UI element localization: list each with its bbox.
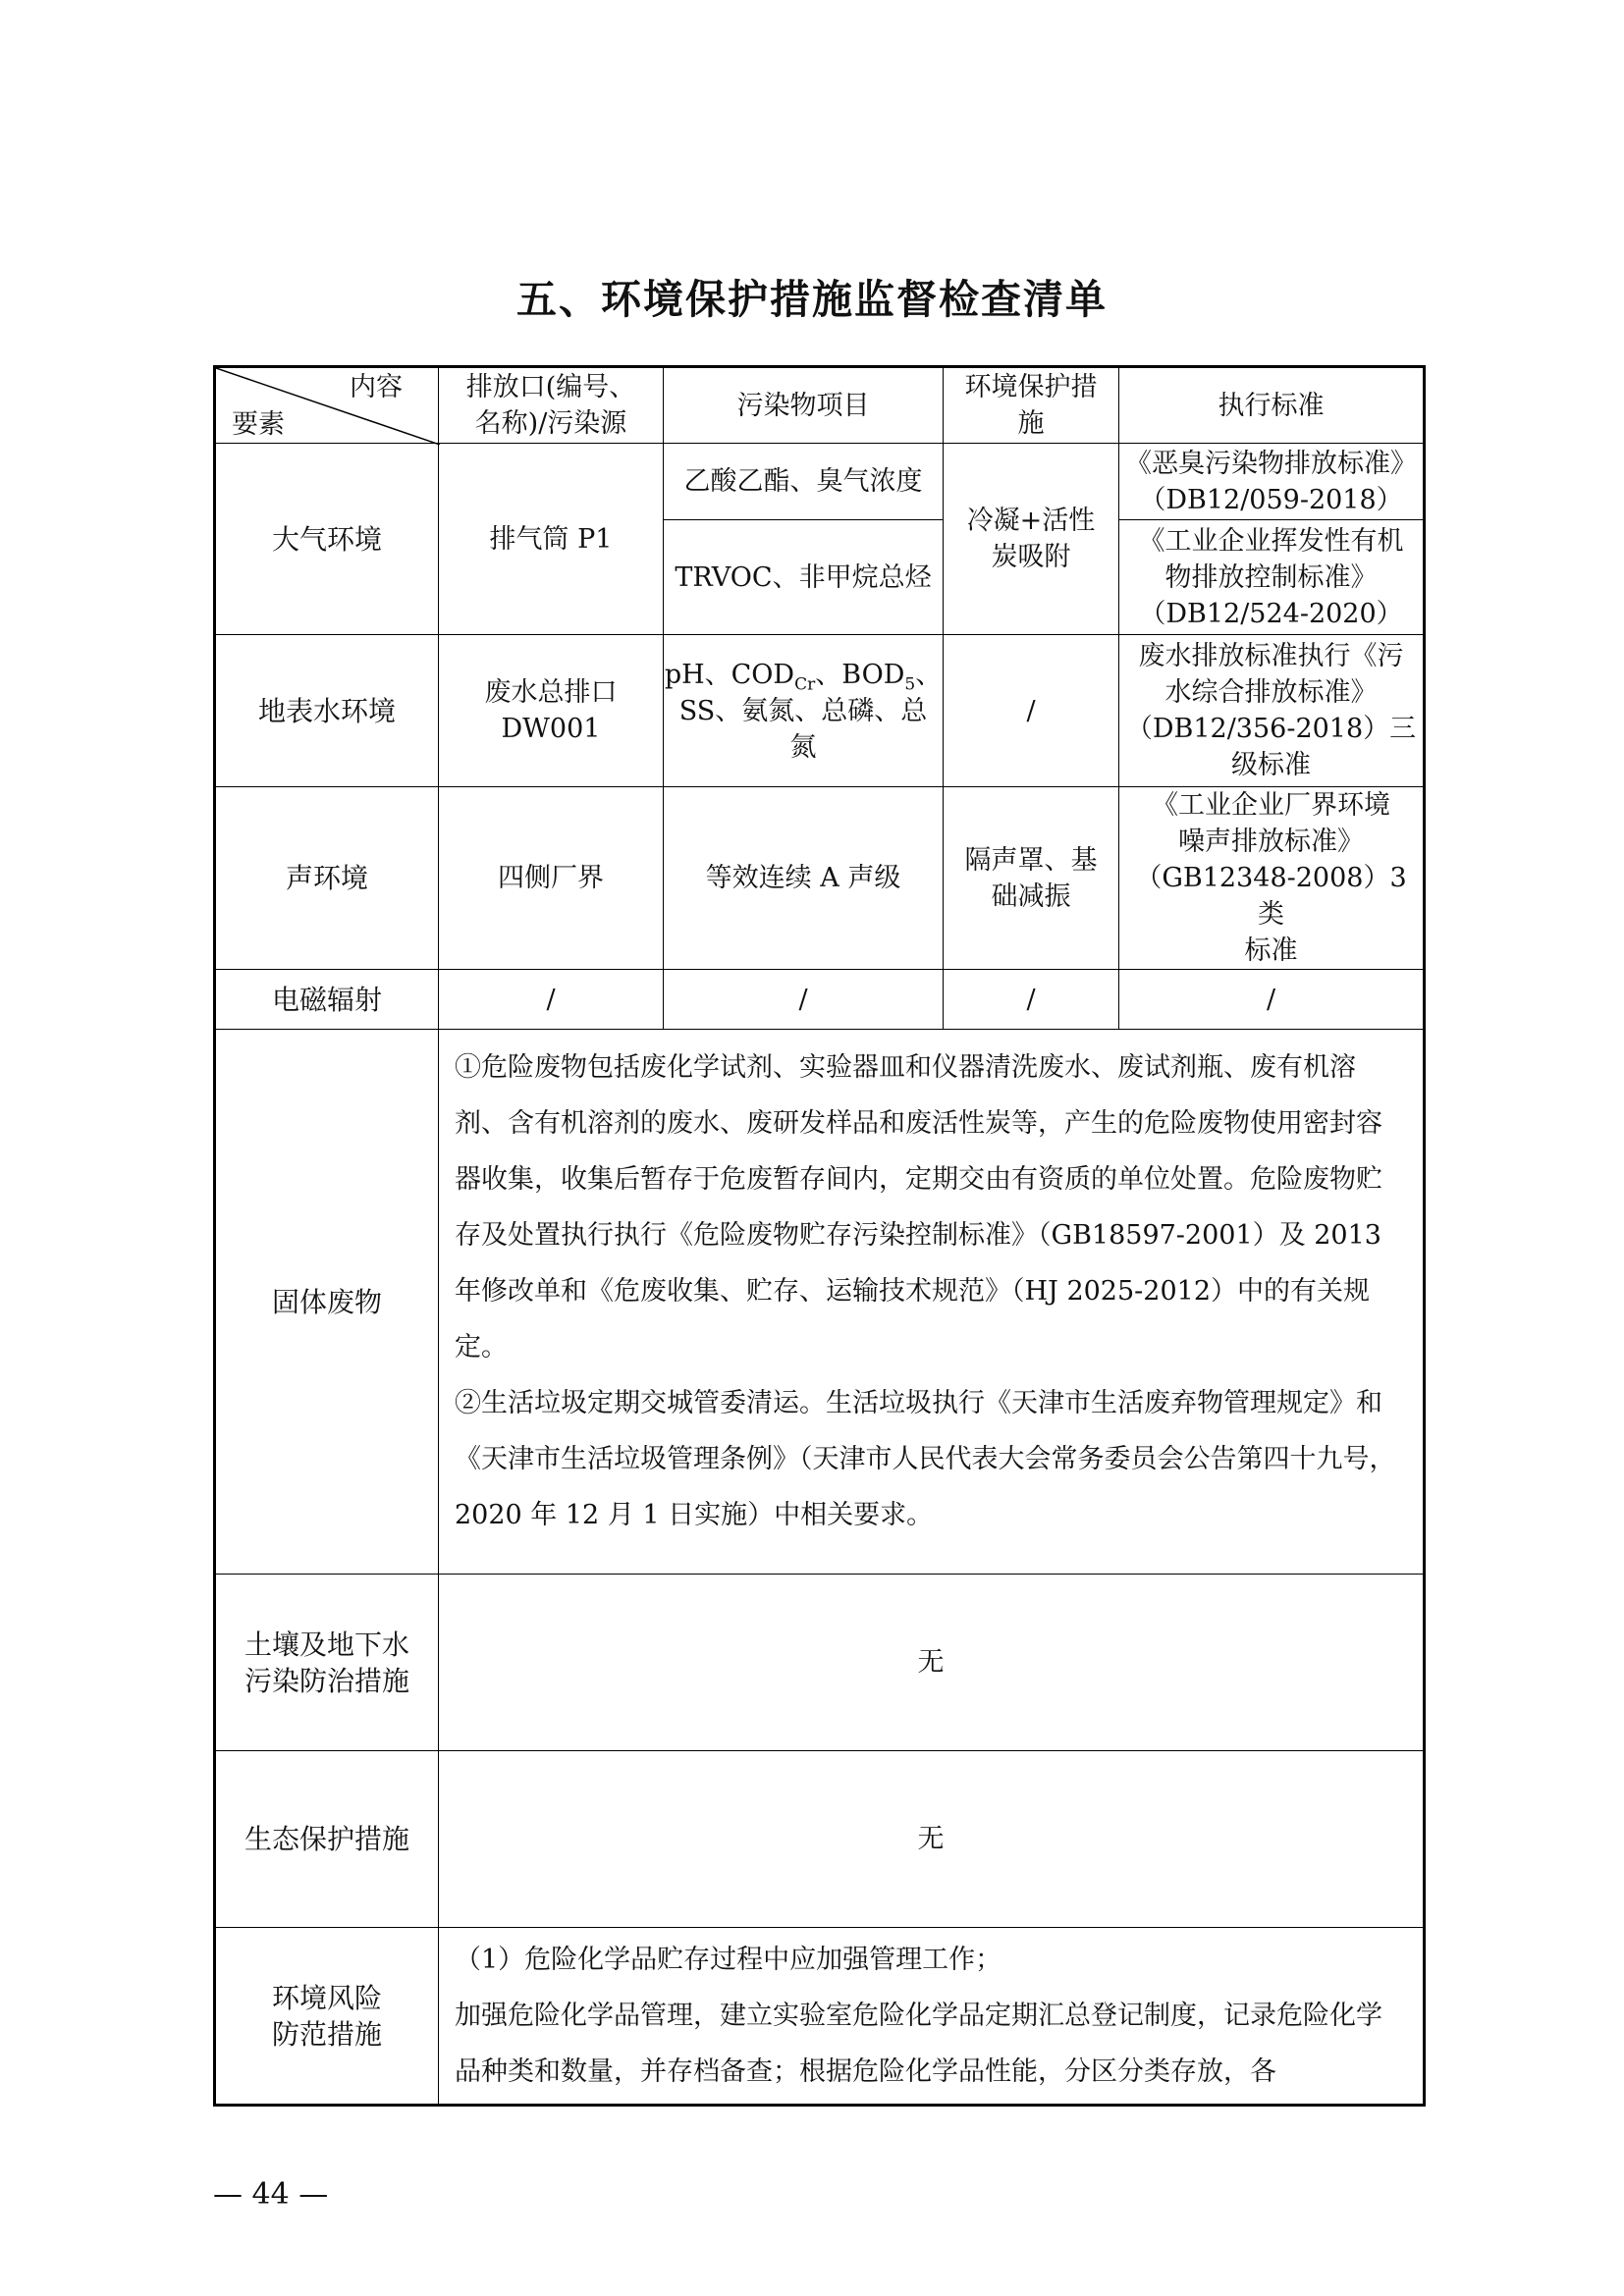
page-title: 五、环境保护措施监督检查清单 <box>516 276 1108 323</box>
emr-row <box>215 970 1425 1030</box>
emr-outlet: / <box>439 970 664 1030</box>
noise-measure: 隔声罩、基 础减振 <box>944 787 1119 970</box>
noise-label: 声环境 <box>215 787 439 970</box>
header-element-label: 要素 <box>232 409 285 440</box>
page-number: — 44 — <box>213 2177 329 2212</box>
soil-label: 土壤及地下水 污染防治措施 <box>215 1575 439 1751</box>
solid-waste-content <box>439 1030 1425 1575</box>
solid-waste-label: 固体废物 <box>215 1030 439 1575</box>
header-standard: 执行标准 <box>1119 367 1425 444</box>
ecology-label: 生态保护措施 <box>215 1751 439 1928</box>
diagonal-header-cell <box>215 367 439 444</box>
surface-water-measure: / <box>944 635 1119 787</box>
inspection-table <box>213 365 1426 2107</box>
surface-water-pollutant: pH、$COD_{Cr}$、$BOD_5$、 SS、氨氮、总磷、总 氮 <box>664 635 944 787</box>
solid-waste-para-2: ②生活垃圾定期交城管委清运。生活垃圾执行《天津市生活废弃物管理规定》和《天津市生活垃圾管理条例》（天津市人民代表大会常务委员会公告第四十九号，2020 年 12 月 1 日实施）中相关要求。 <box>455 1388 1396 1530</box>
noise-pollutant: 等效连续 A 声级 <box>664 787 944 970</box>
risk-row <box>215 1928 1425 2106</box>
header-row <box>215 367 1425 444</box>
noise-outlet: 四侧厂界 <box>439 787 664 970</box>
risk-line-1: （1）危险化学品贮存过程中应加强管理工作； <box>455 1945 1002 1975</box>
air-label: 大气环境 <box>215 444 439 635</box>
air-pollutant-2: TRVOC、非甲烷总烃 <box>664 520 944 635</box>
header-pollutant: 污染物项目 <box>664 367 944 444</box>
solid-waste-para-1: ①危险废物包括废化学试剂、实验器皿和仪器清洗废水、废试剂瓶、废有机溶剂、含有机溶剂的废水、废研发样品和废活性炭等，产生的危险废物使用密封容器收集，收集后暂存于危废暂存间内，定期交由有资质的单位处置。危险废物贮存及处置执行执行《危险废物贮存污染控制标准》（GB18597-2001）及 2013 年修改单和《危废收集、贮存、运输技术规范》（HJ 2025-2012）中的有关规定。 <box>455 1052 1382 1362</box>
soil-content: 无 <box>439 1575 1425 1751</box>
emr-label: 电磁辐射 <box>215 970 439 1030</box>
air-outlet: 排气筒 P1 <box>439 444 664 635</box>
header-outlet: 排放口(编号、 名称)/污染源 <box>439 367 664 444</box>
surface-water-standard: 废水排放标准执行《污 水综合排放标准》 （DB12/356-2018）三 级标准 <box>1119 635 1425 787</box>
risk-label: 环境风险 防范措施 <box>215 1928 439 2106</box>
air-measure: 冷凝+活性 炭吸附 <box>944 444 1119 635</box>
surface-water-label: 地表水环境 <box>215 635 439 787</box>
air-row <box>215 444 1425 520</box>
surface-water-outlet: 废水总排口 DW001 <box>439 635 664 787</box>
emr-measure: / <box>944 970 1119 1030</box>
header-content-label: 内容 <box>350 372 403 402</box>
ecology-content: 无 <box>439 1751 1425 1928</box>
noise-standard: 《工业企业厂界环境 噪声排放标准》 （GB12348-2008）3 类 标准 <box>1119 787 1425 970</box>
air-standard-2: 《工业企业挥发性有机 物排放控制标准》 （DB12/524-2020） <box>1119 520 1425 635</box>
soil-row <box>215 1575 1425 1751</box>
surface-water-row <box>215 635 1425 787</box>
noise-row <box>215 787 1425 970</box>
air-standard-1: 《恶臭污染物排放标准》 （DB12/059-2018） <box>1119 444 1425 520</box>
risk-line-2: 加强危险化学品管理，建立实验室危险化学品定期汇总登记制度，记录危险化学品种类和数量，并存档备查；根据危险化学品性能，分区分类存放，各 <box>455 2001 1382 2087</box>
ecology-row <box>215 1751 1425 1928</box>
emr-standard: / <box>1119 970 1425 1030</box>
emr-pollutant: / <box>664 970 944 1030</box>
header-measure: 环境保护措 施 <box>944 367 1119 444</box>
solid-waste-row <box>215 1030 1425 1575</box>
risk-content <box>439 1928 1425 2106</box>
air-pollutant-1: 乙酸乙酯、臭气浓度 <box>664 444 944 520</box>
